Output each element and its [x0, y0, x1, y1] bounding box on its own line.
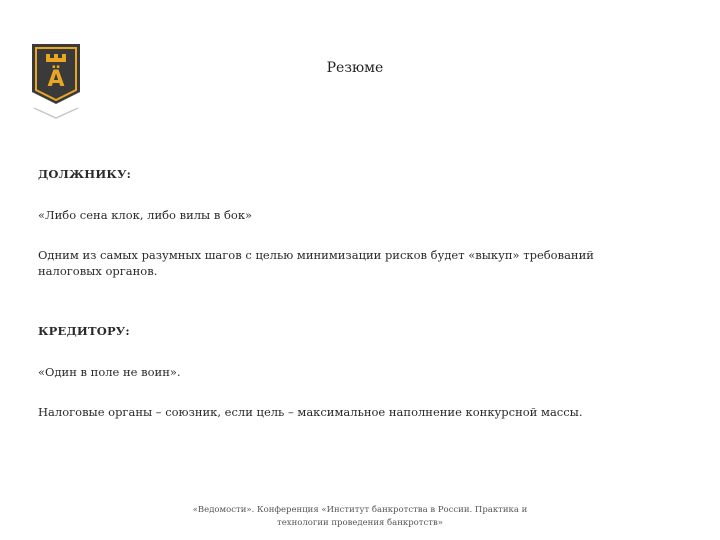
creditor-quote: «Один в поле не воин». — [38, 365, 181, 379]
logo-letter: Ä — [47, 67, 65, 92]
footer-line-2: технологии проведения банкротств» — [277, 518, 443, 528]
tower-shield-logo-icon — [30, 44, 82, 120]
creditor-text: Налоговые органы – союзник, если цель – максимальное наполнение конкурсной массы. — [38, 405, 583, 419]
debtor-text: Одним из самых разумных шагов с целью минимизации рисков будет «выкуп» требований налоговых органов. — [38, 248, 594, 278]
debtor-quote: «Либо сена клок, либо вилы в бок» — [38, 208, 253, 222]
footer-line-1: «Ведомости». Конференция «Институт банкротства в России. Практика и — [192, 505, 528, 515]
slide-title: Резюме — [326, 60, 384, 76]
footer-citation — [170, 504, 550, 530]
creditor-heading: КРЕДИТОРУ: — [38, 324, 130, 338]
chevron-decoration — [34, 108, 78, 118]
debtor-heading: ДОЛЖНИКУ: — [38, 167, 132, 181]
